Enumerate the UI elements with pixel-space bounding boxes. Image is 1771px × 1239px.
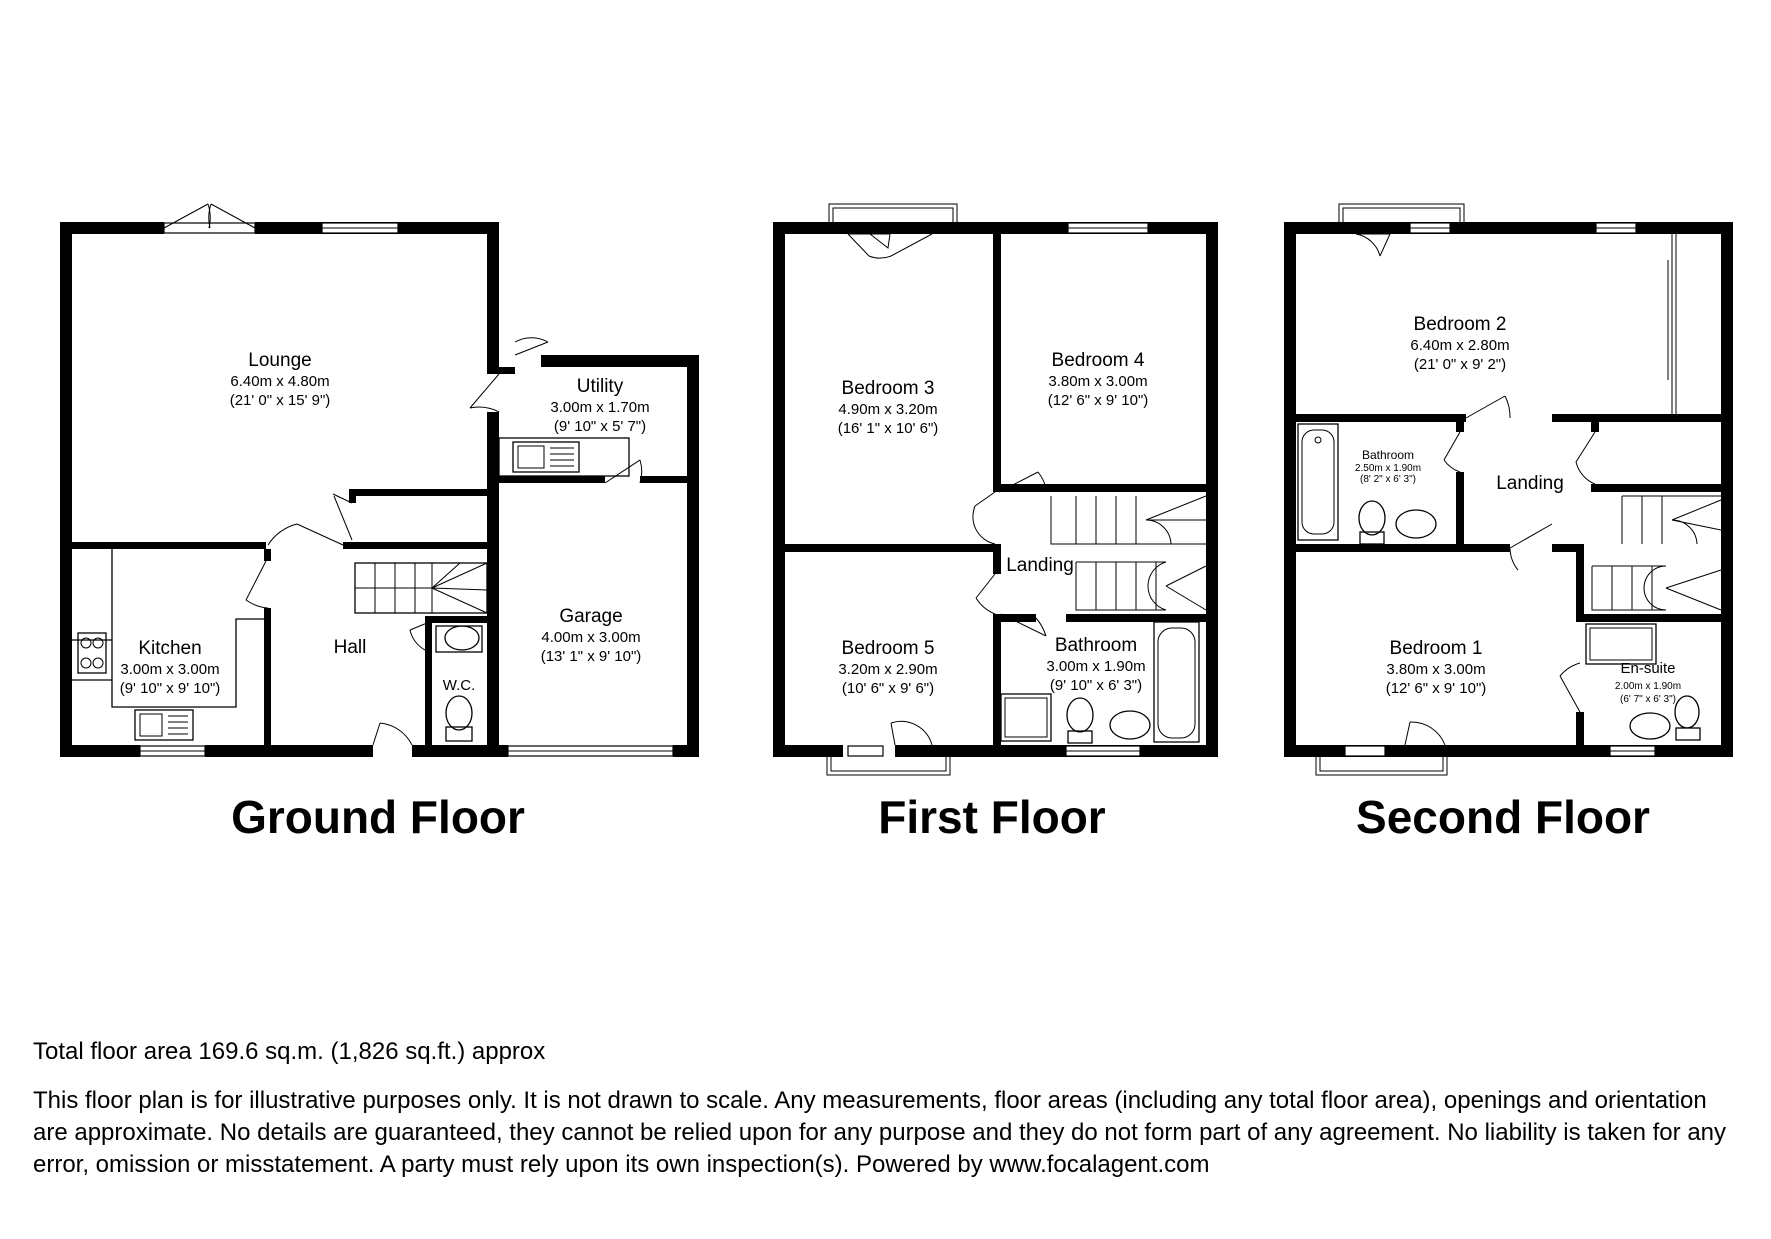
- bathroom1-imperial: (9' 10" x 6' 3"): [1049, 677, 1143, 694]
- kitchen-metric: 3.00m x 3.00m: [120, 661, 220, 678]
- bedroom2-label: Bedroom 2: [1413, 314, 1507, 335]
- lounge-metric: 6.40m x 4.80m: [230, 373, 330, 390]
- first-floor-plan: [773, 204, 1218, 775]
- hall-label: Hall: [333, 637, 367, 658]
- bedroom1-metric: 3.80m x 3.00m: [1386, 661, 1486, 678]
- first-floor-title: First Floor: [878, 791, 1106, 843]
- lounge-label: Lounge: [248, 350, 312, 371]
- wc-label: W.C.: [442, 677, 476, 694]
- bedroom5-imperial: (10' 6" x 9' 6"): [841, 680, 935, 697]
- bedroom5-metric: 3.20m x 2.90m: [838, 661, 938, 678]
- garage-label: Garage: [559, 606, 623, 627]
- ensuite-imperial: (6' 7" x 6' 3"): [1620, 694, 1676, 705]
- ground-floor-title: Ground Floor: [231, 791, 525, 843]
- bedroom4-imperial: (12' 6" x 9' 10"): [1047, 392, 1149, 409]
- bedroom4-metric: 3.80m x 3.00m: [1048, 373, 1148, 390]
- garage-metric: 4.00m x 3.00m: [541, 629, 641, 646]
- bedroom5-label: Bedroom 5: [841, 638, 935, 659]
- disclaimer-text: This floor plan is for illustrative purposes only. It is not drawn to scale. Any measurements, floor areas (including any total floor area), openings and orientation are approximate. No details are guaranteed, they cannot be relied upon for any purpose and they do not form part of any agreement. No liability is taken for any error, omission or misstatement. A party must rely upon its own inspection(s). Powered by www.focalagent.com: [33, 1087, 1727, 1178]
- bedroom3-label: Bedroom 3: [841, 378, 935, 399]
- second-floor-labels: [1355, 314, 1681, 705]
- kitchen-imperial: (9' 10" x 9' 10"): [119, 680, 221, 697]
- bedroom1-imperial: (12' 6" x 9' 10"): [1385, 680, 1487, 697]
- landing2-label: Landing: [1496, 473, 1564, 494]
- bathroom2-label: Bathroom: [1361, 448, 1415, 462]
- bedroom1-label: Bedroom 1: [1389, 638, 1483, 659]
- bathroom2-metric: 2.50m x 1.90m: [1354, 463, 1422, 474]
- bathroom1-metric: 3.00m x 1.90m: [1046, 658, 1146, 675]
- bedroom3-imperial: (16' 1" x 10' 6"): [837, 420, 939, 437]
- utility-metric: 3.00m x 1.70m: [550, 399, 650, 416]
- utility-label: Utility: [576, 376, 624, 397]
- total-floor-area: Total floor area 169.6 sq.m. (1,826 sq.ft.) approx: [33, 1038, 546, 1065]
- garage-imperial: (13' 1" x 9' 10"): [540, 648, 642, 665]
- bedroom2-imperial: (21' 0" x 9' 2"): [1413, 356, 1507, 373]
- lounge-imperial: (21' 0" x 15' 9"): [229, 392, 331, 409]
- bathroom1-label: Bathroom: [1054, 635, 1138, 656]
- bedroom2-metric: 6.40m x 2.80m: [1410, 337, 1510, 354]
- ensuite-label: En-suite: [1620, 660, 1676, 677]
- kitchen-label: Kitchen: [138, 638, 202, 659]
- bedroom3-metric: 4.90m x 3.20m: [838, 401, 938, 418]
- second-floor-title: Second Floor: [1356, 791, 1650, 843]
- bathroom2-imperial: (8' 2" x 6' 3"): [1360, 474, 1416, 485]
- utility-imperial: (9' 10" x 5' 7"): [553, 418, 647, 435]
- bedroom4-label: Bedroom 4: [1051, 350, 1145, 371]
- landing1-label: Landing: [1006, 555, 1074, 576]
- ensuite-metric: 2.00m x 1.90m: [1614, 681, 1682, 692]
- ground-floor-labels: [120, 350, 650, 697]
